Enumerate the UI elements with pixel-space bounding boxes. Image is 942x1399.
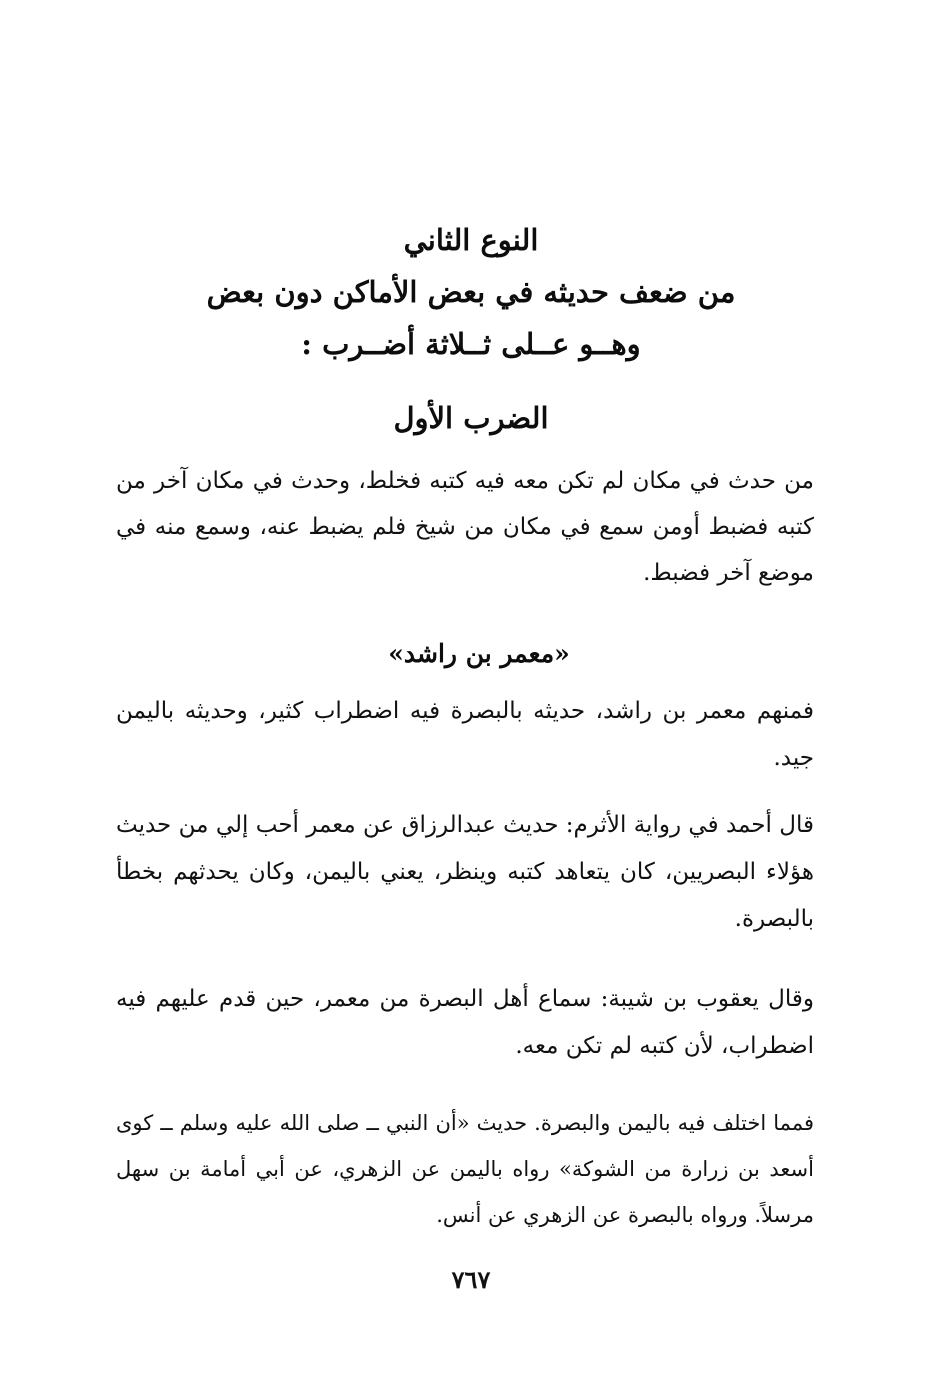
subsection-title: «معمر بن راشد» bbox=[388, 639, 570, 668]
paragraph-2: قال أحمد في رواية الأثرم: حديث عبدالرزاق عن معمر أحب إلي من حديث هؤلاء البصريين، كان يتعاهد كتبه وينظر، يعني باليمن، وكان يحدثهم بخطأ بالبصرة. bbox=[116, 812, 814, 932]
intro-paragraph: من حدث في مكان لم تكن معه فيه كتبه فخلط، وحدث في مكان آخر من كتبه فضبط أومن سمع في مكان من شيخ فلم يضبط عنه، وسمع منه في موضع آخر فضبط. bbox=[116, 468, 814, 586]
page-number: ٧٦٧ bbox=[451, 1265, 491, 1294]
heading-line-1: النوع الثاني bbox=[403, 223, 539, 257]
chapter-heading bbox=[0, 214, 942, 370]
section-title: الضرب الأول bbox=[393, 401, 549, 435]
paragraph-4: فمما اختلف فيه باليمن والبصرة. حديث «أن النبي ــ صلى الله عليه وسلم ــ كوى أسعد بن زرارة من الشوكة» رواه باليمن عن الزهري، عن أبي أمامة بن سهل مرسلاً. ورواه بالبصرة عن الزهري عن أنس. bbox=[116, 1111, 814, 1227]
paragraph-1: فمنهم معمر بن راشد، حديثه بالبصرة فيه اضطراب كثير، وحديثه باليمن جيد. bbox=[116, 698, 814, 771]
heading-line-3: وهــو عــلى ثــلاثة أضــرب : bbox=[301, 327, 641, 361]
heading-line-2: من ضعف حديثه في بعض الأماكن دون بعض bbox=[206, 275, 736, 309]
paragraph-3: وقال يعقوب بن شيبة: سماع أهل البصرة من معمر، حين قدم عليهم فيه اضطراب، لأن كتبه لم تكن معه. bbox=[116, 986, 814, 1059]
